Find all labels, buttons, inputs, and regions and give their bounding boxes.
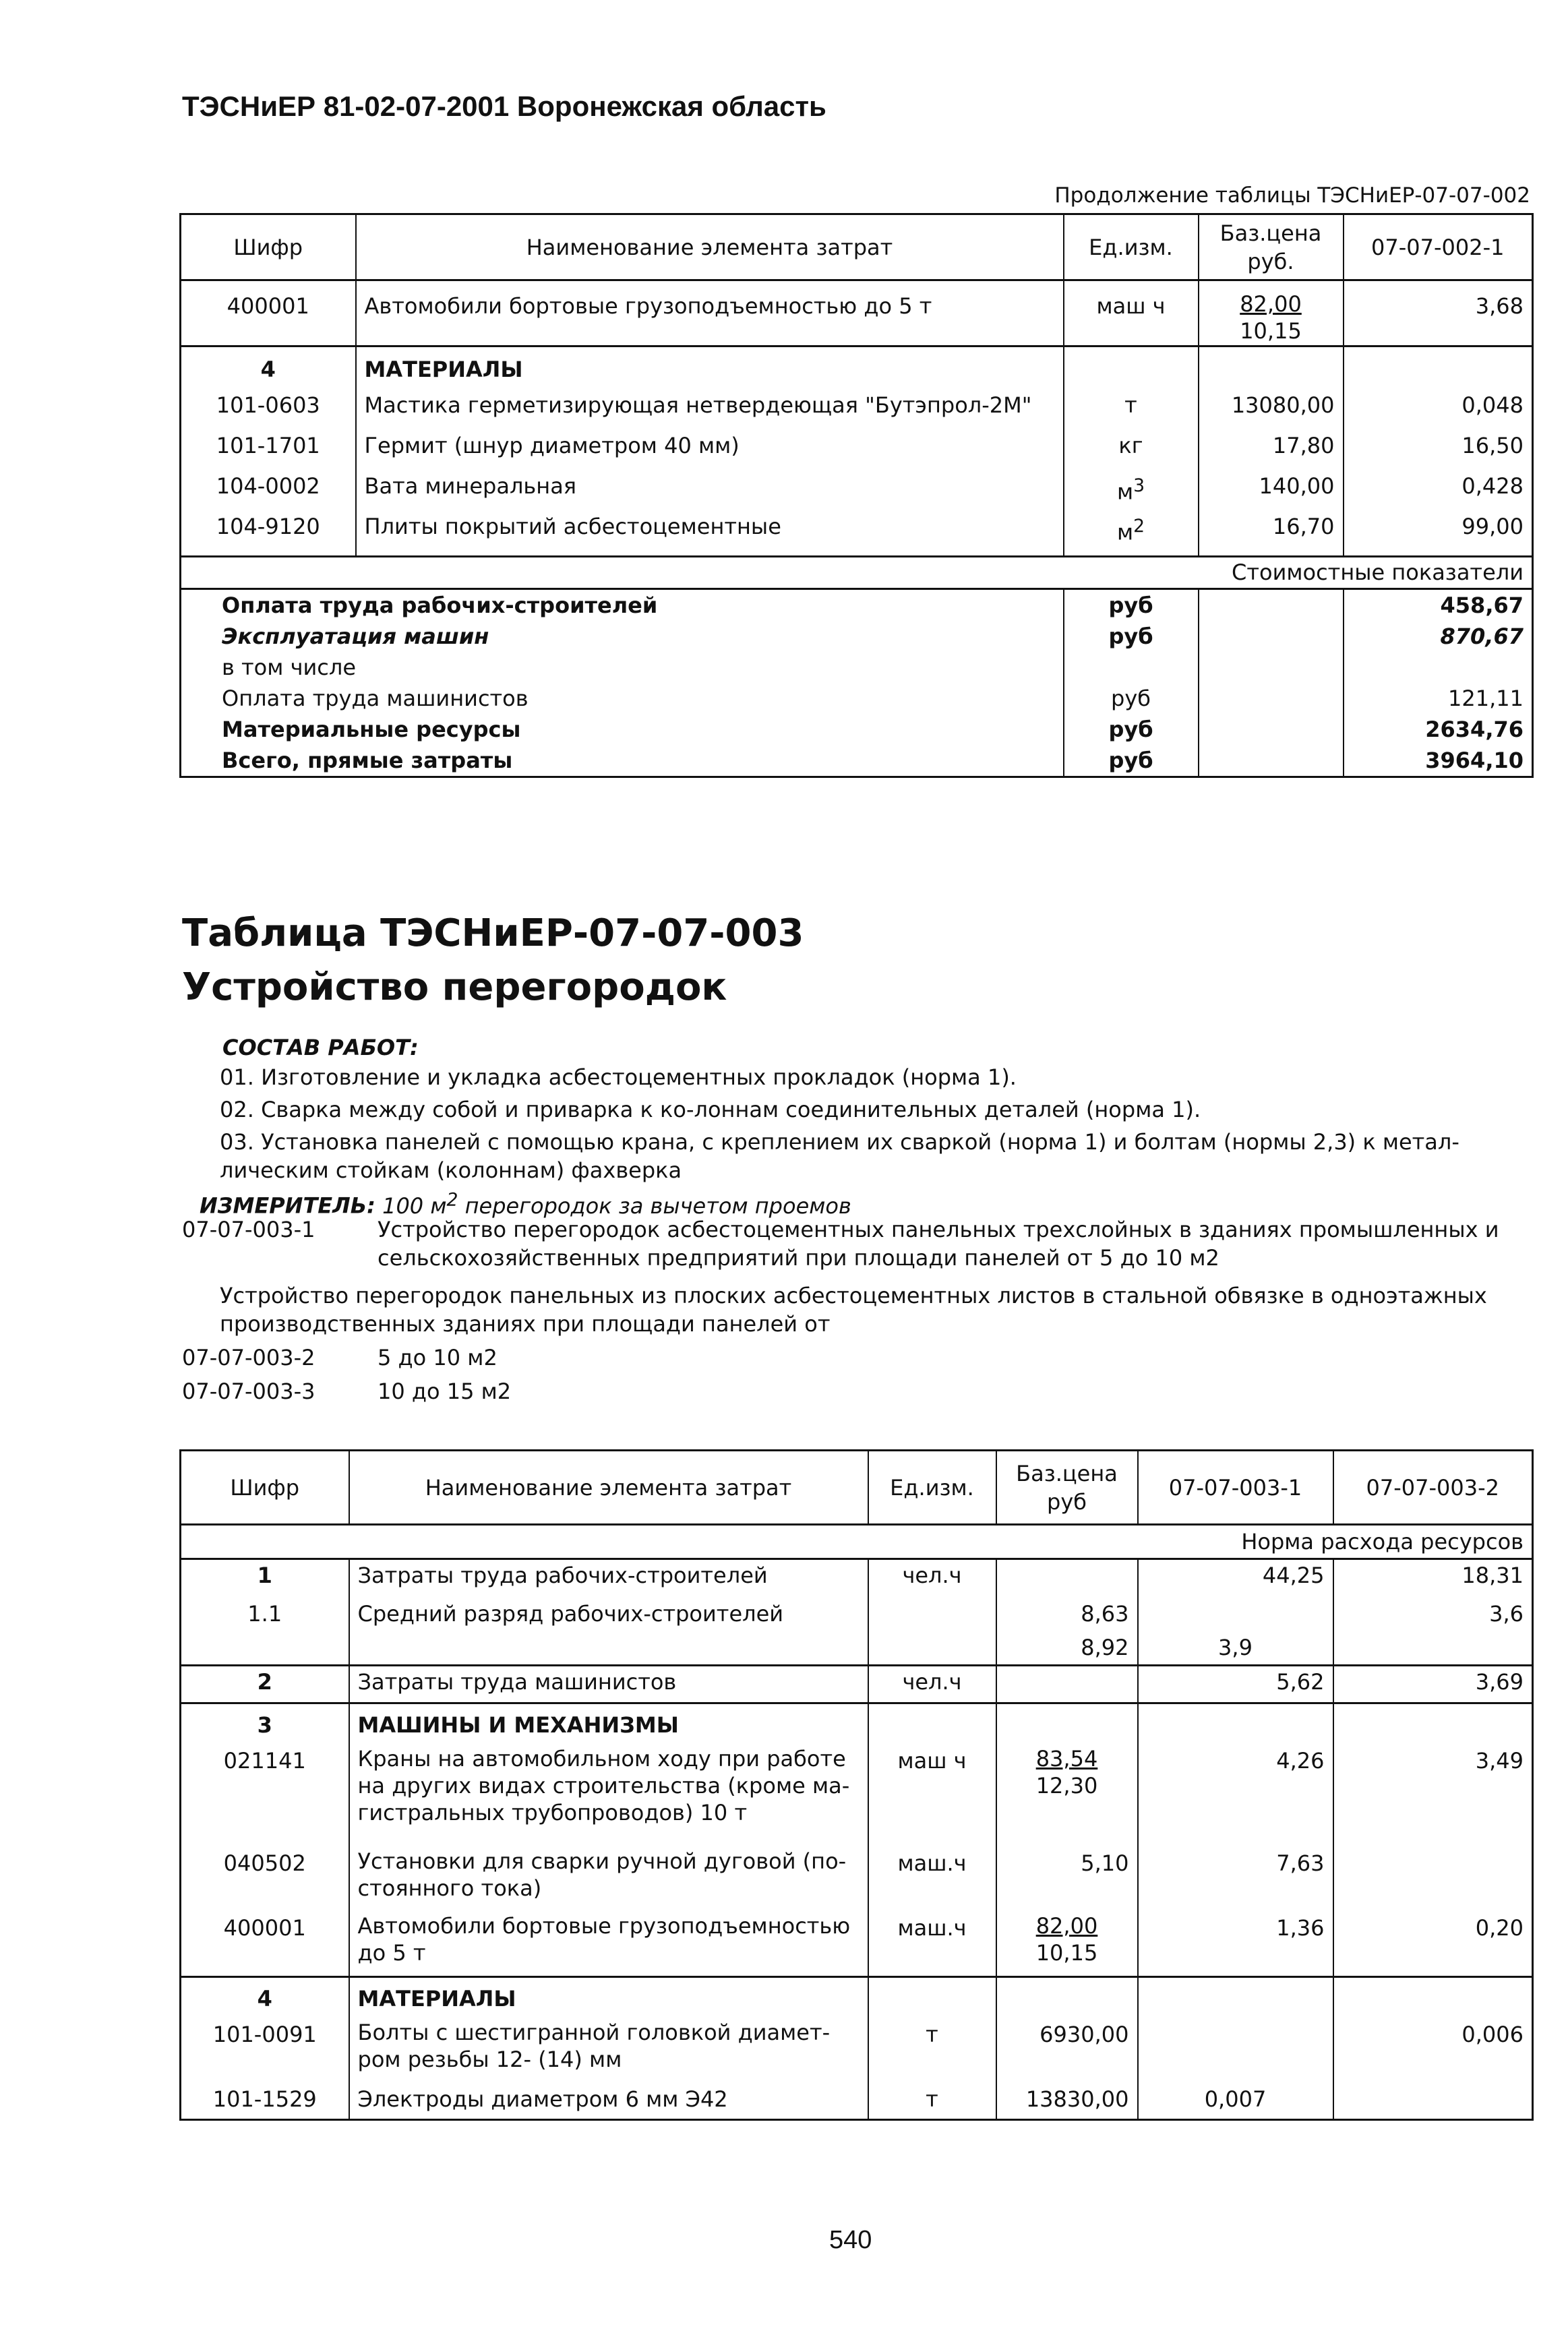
- meter-line: ИЗМЕРИТЕЛЬ: 100 $м^2$ перегородок за вычетом проемов: [200, 1189, 851, 1219]
- work-item: лическим стойкам (колоннам) фахверка: [220, 1157, 682, 1183]
- item-text: 5 до 10 м2: [378, 1345, 497, 1370]
- cost-row: Оплата труда машинистов руб 121,11: [181, 683, 1533, 714]
- col-header-unit: Ед.изм.: [868, 1451, 996, 1525]
- cost-row: в том числе: [181, 652, 1533, 683]
- table-continuation-caption: Продолжение таблицы ТЭСНиЕР-07-07-002: [1054, 183, 1530, 208]
- item-code: 07-07-003-2: [182, 1345, 315, 1370]
- col-header-unit: Ед.изм.: [1064, 214, 1199, 280]
- table-row: 400001 Автомобили бортовые грузоподъемностью до 5 т маш.ч 82,00 10,15 1,36 0,20: [181, 1912, 1533, 1977]
- work-item: 02. Сварка между собой и приварка к ко-лоннам соединительных деталей (норма 1).: [220, 1097, 1201, 1122]
- col-header-code: Шифр: [181, 1451, 349, 1525]
- meter-label: ИЗМЕРИТЕЛЬ:: [200, 1192, 375, 1219]
- cost-header-row: Стоимостные показатели: [181, 557, 1533, 589]
- table-section-row: 4 МАТЕРИАЛЫ: [181, 1977, 1533, 2019]
- table-row: 101-0091 Болты с шестигранной головкой диамет- ром резьбы 12- (14) мм т 6930,00 0,006: [181, 2019, 1533, 2084]
- col-header-code: Шифр: [181, 214, 356, 280]
- document-header: ТЭСНиЕР 81-02-07-2001 Воронежская область: [182, 90, 826, 122]
- work-item: 03. Установка панелей с помощью крана, с креплением их сваркой (норма 1) и болтам (нормы 2,3) к метал-: [220, 1129, 1459, 1155]
- item-code: 07-07-003-3: [182, 1379, 315, 1404]
- table-row: 101-1701 Гермит (шнур диаметром 40 мм) кг 17,80 16,50: [181, 430, 1533, 471]
- item-text: Устройство перегородок асбестоцементных панельных трехслойных в зданиях промышленных и: [378, 1217, 1499, 1242]
- table-row: 101-1529 Электроды диаметром 6 мм Э42 т 13830,00 0,007: [181, 2084, 1533, 2120]
- table-row: 104-0002 Вата минеральная $м^3$ 140,00 0,428: [181, 471, 1533, 511]
- col-header-name: Наименование элемента затрат: [356, 214, 1064, 280]
- table-row: 021141 Краны на автомобильном ходу при работе на других видах строительства (кроме ма- гистральных трубопроводов) 10 т маш ч 83,54 12,30 4,26 3,49: [181, 1745, 1533, 1848]
- table-header-row: [181, 1451, 1533, 1525]
- table-row: 8,92 3,9: [181, 1632, 1533, 1666]
- norm-header-row: Норма расхода ресурсов: [1241, 1529, 1524, 1554]
- section-title: Таблица ТЭСНиЕР-07-07-003: [182, 911, 804, 955]
- cost-row: Оплата труда рабочих-строителей руб 458,67: [181, 589, 1533, 622]
- table-row: 104-9120 Плиты покрытий асбестоцементные $м^2$ 16,70 99,00: [181, 511, 1533, 557]
- group-text: Устройство перегородок панельных из плоских асбестоцементных листов в стальной обвязке в одноэтажных: [220, 1283, 1487, 1308]
- col-header-norm: 07-07-002-1: [1344, 214, 1533, 280]
- table-section-row: 4 МАТЕРИАЛЫ: [181, 346, 1533, 390]
- table-header-row: [181, 214, 1533, 280]
- table-row: 1 Затраты труда рабочих-строителей чел.ч 44,25 18,31: [181, 1559, 1533, 1598]
- col-header-price: Баз.цена руб.: [1199, 214, 1344, 280]
- item-text: 10 до 15 м2: [378, 1379, 512, 1404]
- item-text: сельскохозяйственных предприятий при площади панелей от 5 до 10 м2: [378, 1245, 1219, 1271]
- table-row: 040502 Установки для сварки ручной дуговой (по- стоянного тока) маш.ч 5,10 7,63: [181, 1848, 1533, 1912]
- table-row: 2 Затраты труда машинистов чел.ч 5,62 3,69: [181, 1666, 1533, 1703]
- section-subtitle: Устройство перегородок: [182, 965, 727, 1009]
- group-text: производственных зданиях при площади панелей от: [220, 1311, 831, 1337]
- col-header-price: Баз.цена руб: [996, 1451, 1138, 1525]
- work-item: 01. Изготовление и укладка асбестоцементных прокладок (норма 1).: [220, 1064, 1017, 1090]
- resource-table-07-07-002: [179, 213, 1534, 778]
- cost-row: Материальные ресурсы руб 2634,76: [181, 714, 1533, 745]
- col-header-norm-2: 07-07-003-2: [1333, 1451, 1533, 1525]
- table-row: 400001 Автомобили бортовые грузоподъемностью до 5 т маш ч 82,00 10,15 3,68: [181, 280, 1533, 346]
- col-header-name: Наименование элемента затрат: [349, 1451, 868, 1525]
- cost-row: Всего, прямые затраты руб 3964,10: [181, 745, 1533, 777]
- cost-row: Эксплуатация машин руб 870,67: [181, 621, 1533, 652]
- page-number: 540: [829, 2226, 872, 2254]
- meter-value: 100 м: [382, 1192, 447, 1219]
- table-row: 101-0603 Мастика герметизирующая нетвердеющая "Бутэпрол-2М" т 13080,00 0,048: [181, 390, 1533, 430]
- works-label: СОСТАВ РАБОТ:: [222, 1035, 419, 1060]
- resource-table-07-07-003: [179, 1449, 1534, 2121]
- table-row: 1.1 Средний разряд рабочих-строителей 8,63 3,6: [181, 1598, 1533, 1632]
- col-header-norm-1: 07-07-003-1: [1138, 1451, 1333, 1525]
- table-section-row: 3 МАШИНЫ И МЕХАНИЗМЫ: [181, 1703, 1533, 1745]
- item-code: 07-07-003-1: [182, 1217, 315, 1242]
